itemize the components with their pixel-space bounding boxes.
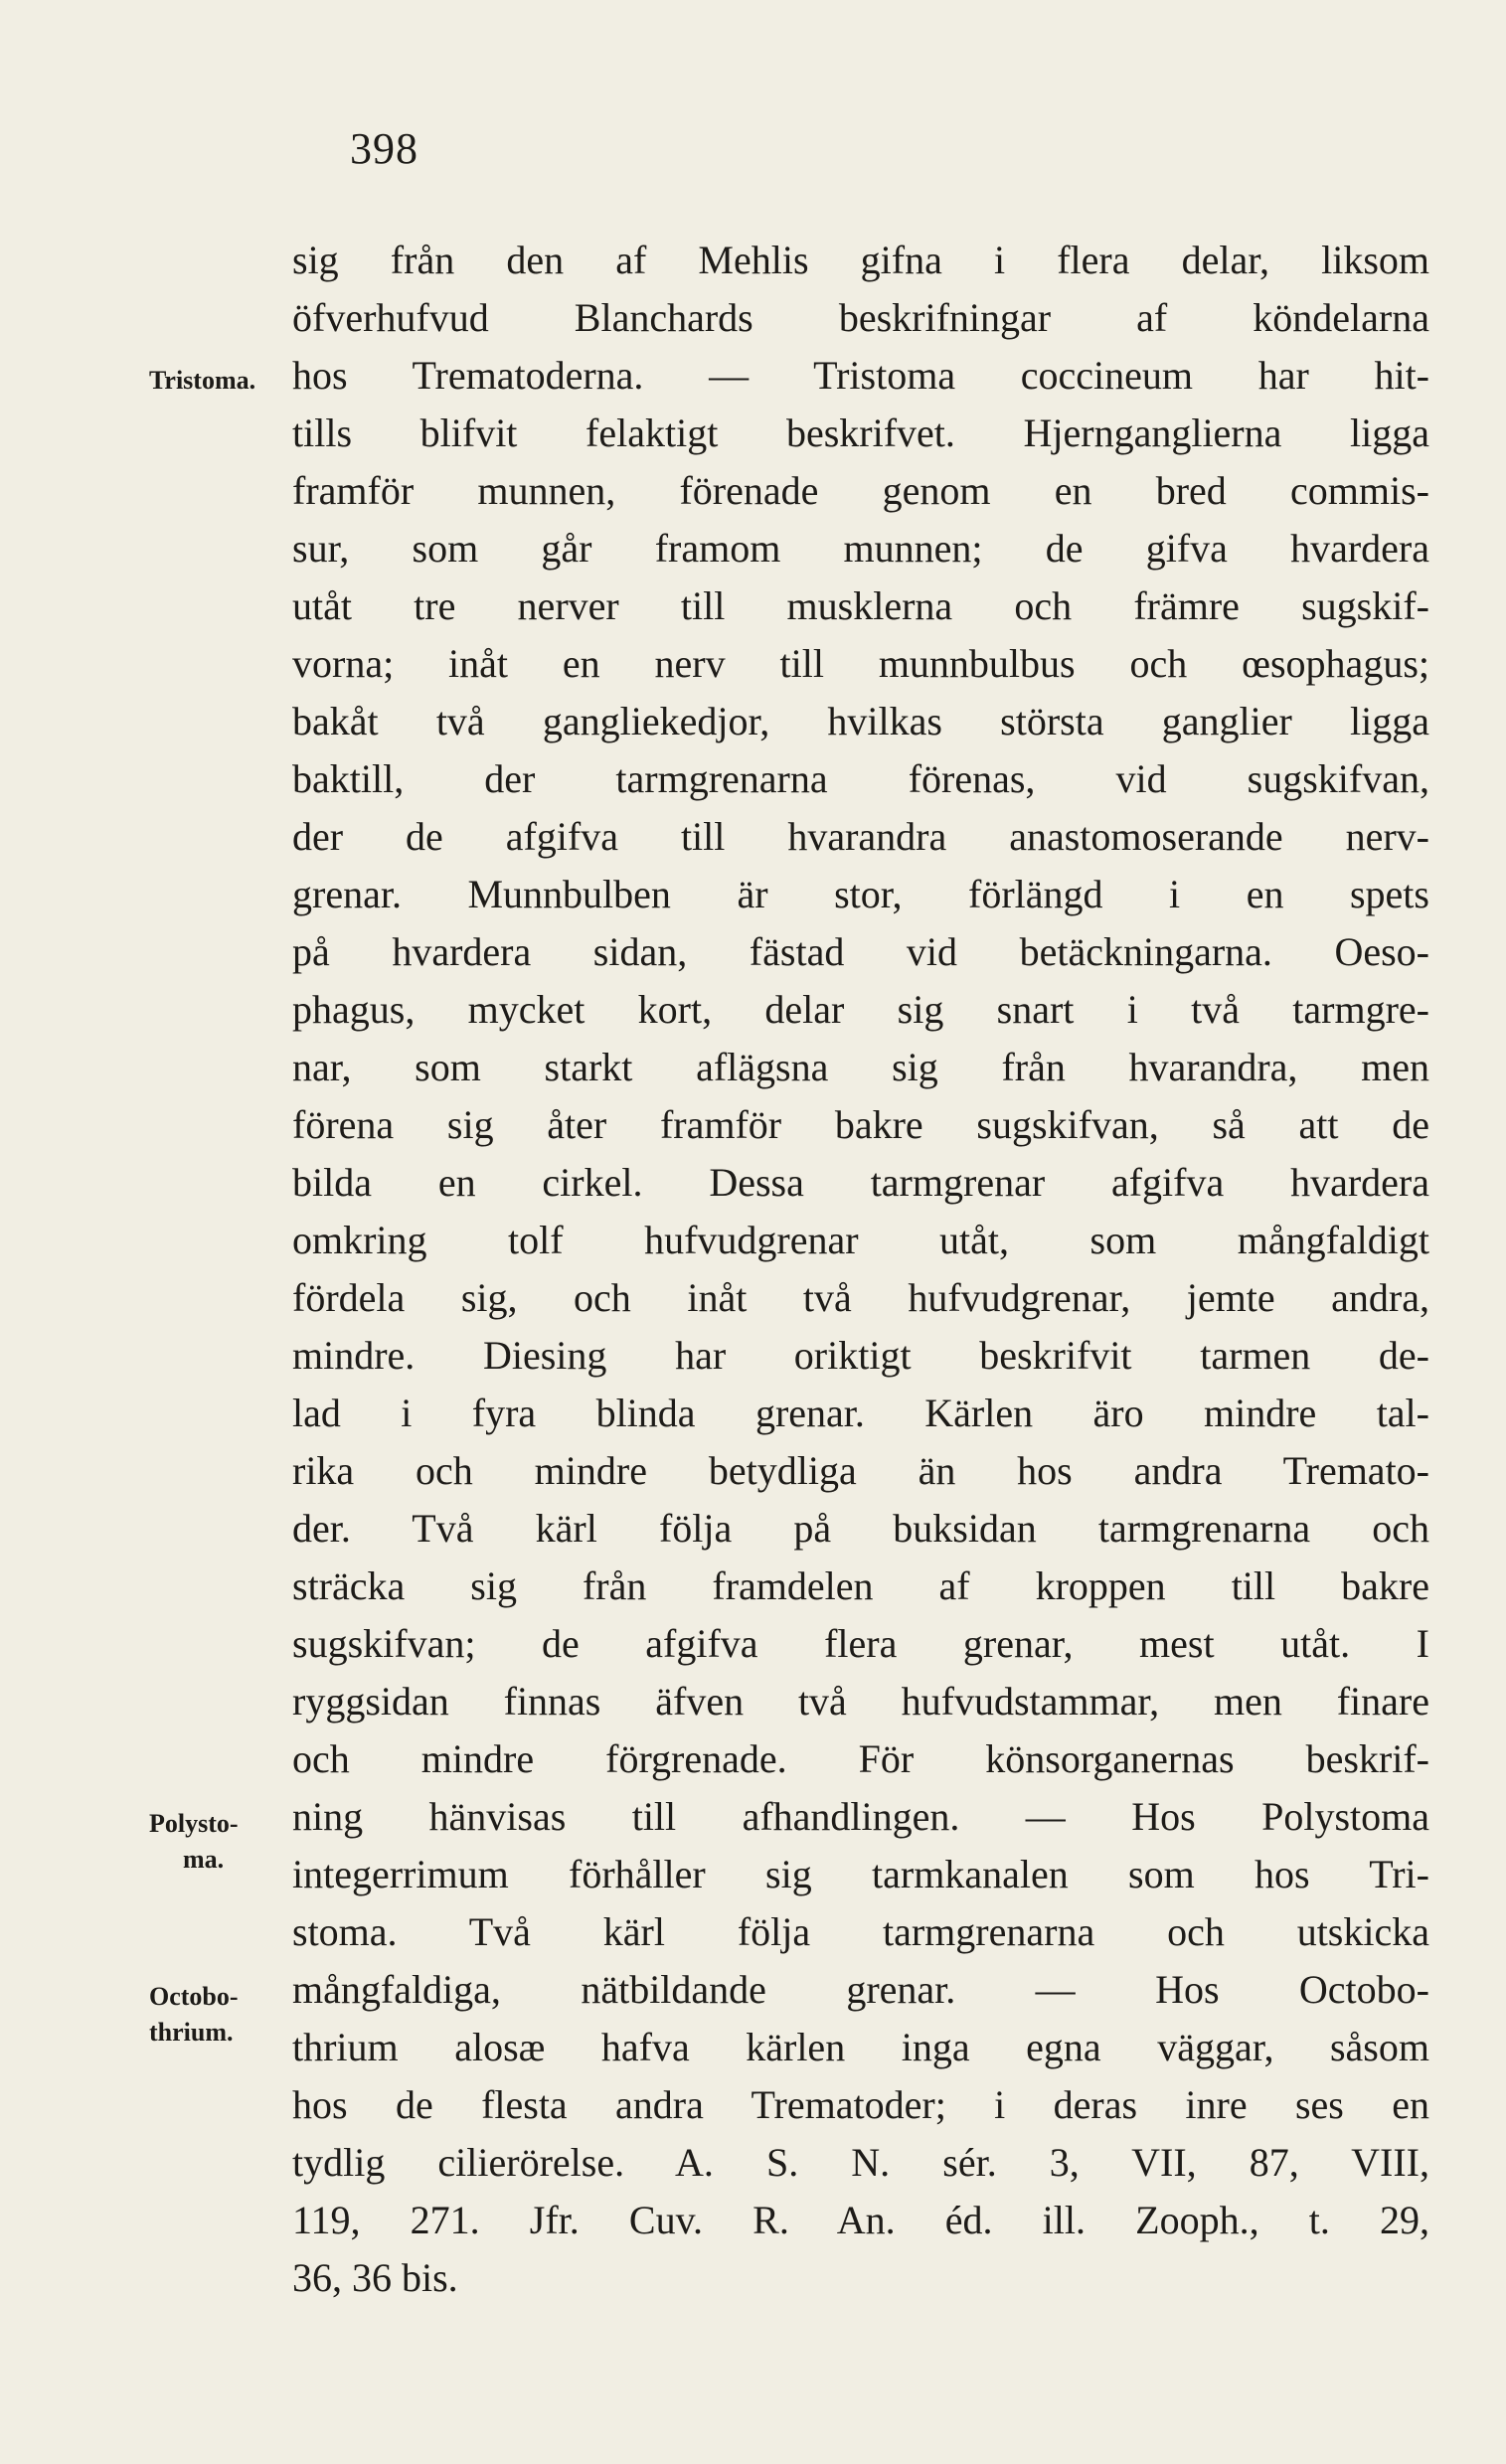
text-line: 119, 271. Jfr. Cuv. R. An. éd. ill. Zooph., t. 29, [292,2198,1429,2242]
text-line: der. Två kärl följa på buksidan tarmgrenarna och [292,1506,1429,1551]
text-line: grenar. Munnbulben är stor, förlängd i en spets [292,872,1429,916]
text-line: ning hänvisas till afhandlingen. — Hos Polystoma [292,1794,1429,1839]
text-line: baktill, der tarmgrenarna förenas, vid sugskifvan, [292,756,1429,801]
text-line: sig från den af Mehlis gifna i flera delar, liksom [292,238,1429,282]
text-line: hos Trematoderna. — Tristoma coccineum har hit- [292,353,1429,398]
margin-note-octobothrium [149,1979,288,2051]
margin-note-polystoma-line2: ma. [183,1845,225,1874]
text-line: på hvardera sidan, fästad vid betäckningarna. Oeso- [292,929,1429,974]
text-line: förena sig åter framför bakre sugskifvan, så att de [292,1102,1429,1147]
text-line: mindre. Diesing har oriktigt beskrifvit tarmen de- [292,1333,1429,1378]
text-line: stoma. Två kärl följa tarmgrenarna och utskicka [292,1909,1429,1954]
text-line: integerrimum förhåller sig tarmkanalen som hos Tri- [292,1852,1429,1896]
text-line: bakåt två gangliekedjor, hvilkas största ganglier ligga [292,699,1429,743]
margin-note-polystoma [149,1806,288,1878]
text-line: bilda en cirkel. Dessa tarmgrenar afgifva hvardera [292,1160,1429,1205]
text-line: och mindre förgrenade. För könsorganernas beskrif- [292,1736,1429,1781]
margin-note-polystoma-line1: Polysto- [149,1809,239,1838]
margin-note-tristoma [149,363,288,399]
text-line: vorna; inåt en nerv till munnbulbus och œsophagus; [292,641,1429,686]
text-line: framför munnen, förenade genom en bred commis- [292,468,1429,513]
text-line: öfverhufvud Blanchards beskrifningar af köndelarna [292,295,1429,340]
text-line: utåt tre nerver till musklerna och främre sugskif- [292,583,1429,628]
text-line: der de afgifva till hvarandra anastomoserande nerv- [292,814,1429,859]
text-line: sur, som går framom munnen; de gifva hvardera [292,526,1429,571]
text-line: lad i fyra blinda grenar. Kärlen äro mindre tal- [292,1391,1429,1435]
text-line: phagus, mycket kort, delar sig snart i två tarmgre- [292,987,1429,1032]
text-line: sugskifvan; de afgifva flera grenar, mest utåt. I [292,1621,1429,1666]
margin-note-tristoma-text: Tristoma. [149,366,256,395]
margin-note-octobothrium-line1: Octobo- [149,1982,239,2011]
text-line: sträcka sig från framdelen af kroppen till bakre [292,1563,1429,1608]
text-line: tills blifvit felaktigt beskrifvet. Hjernganglierna ligga [292,411,1429,455]
text-line: thrium alosæ hafva kärlen inga egna väggar, såsom [292,2025,1429,2069]
body-text [292,232,1429,2307]
text-line-last: 36, 36 bis. [292,2255,458,2300]
text-line: hos de flesta andra Trematoder; i deras inre ses en [292,2082,1429,2127]
text-line: mångfaldiga, nätbildande grenar. — Hos Octobo- [292,1967,1429,2012]
text-line: rika och mindre betydliga än hos andra Tremato- [292,1448,1429,1493]
text-line: ryggsidan finnas äfven två hufvudstammar, men finare [292,1679,1429,1724]
text-line: omkring tolf hufvudgrenar utåt, som mångfaldigt [292,1218,1429,1262]
page-number: 398 [350,124,418,173]
margin-note-octobothrium-line2: thrium. [149,2018,234,2047]
text-line: fördela sig, och inåt två hufvudgrenar, jemte andra, [292,1275,1429,1320]
text-line: nar, som starkt aflägsna sig från hvarandra, men [292,1045,1429,1089]
text-line: tydlig cilierörelse. A. S. N. sér. 3, VII, 87, VIII, [292,2140,1429,2185]
